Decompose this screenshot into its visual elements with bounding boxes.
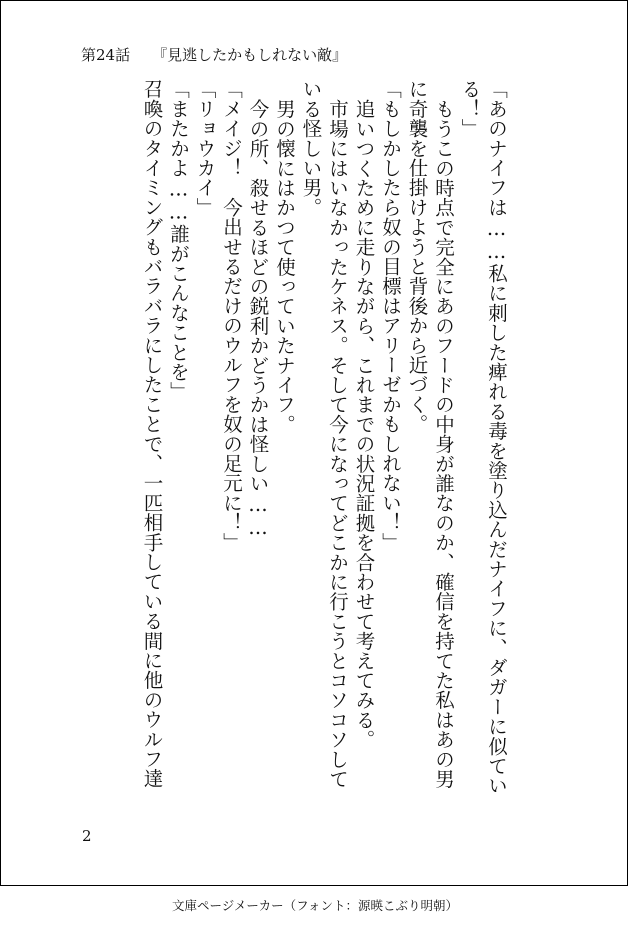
paragraph: 「またかよ……誰がこんなことを」 — [167, 79, 190, 402]
paragraph: 男の懐にはかつて使っていたナイフ。 — [273, 98, 296, 434]
chapter-title: 『見逃したかもしれない敵』 — [152, 46, 348, 64]
paragraph: 「もしかしたら奴の目標はアリーゼかもしれない！」 — [379, 79, 402, 552]
paragraph: 「メイジ！ 今出せるだけのウルフを奴の足元に！」 — [220, 79, 243, 552]
paragraph: 追いつくために走りながら、これまでの状況証拠を合わせて考えてみる。 — [352, 98, 376, 749]
body-text — [75, 79, 509, 799]
footer-credit: 文庫ページメーカー（フォント：源暎こぶり明朝） — [171, 898, 458, 913]
paragraph: 「あのナイフは……私に刺した痺れる毒を塗り込んだナイフに、ダガーに似ている！」 — [458, 79, 508, 796]
paragraph: 市場にはいなかったケネス。そして今になってどこかに行こうとコソコソしている怪しい男。 — [299, 79, 349, 788]
paragraph: もうこの時点で完全にあのフードの中身が誰なのか、確信を持てた私はあの男に奇襲を仕掛けようと背後から近づく。 — [405, 79, 455, 788]
paragraph: 今の所、殺せるほどの鋭利かどうかは怪しい…… — [246, 98, 270, 539]
paragraph: 「リョウカイ」 — [193, 79, 217, 217]
paragraph: 召喚のタイミングもバラバラにしたことで、一匹相手している間に他のウルフ達 — [140, 79, 164, 789]
chapter-header — [81, 45, 347, 65]
page-number: 2 — [82, 827, 92, 845]
chapter-number: 第24話 — [81, 46, 131, 64]
